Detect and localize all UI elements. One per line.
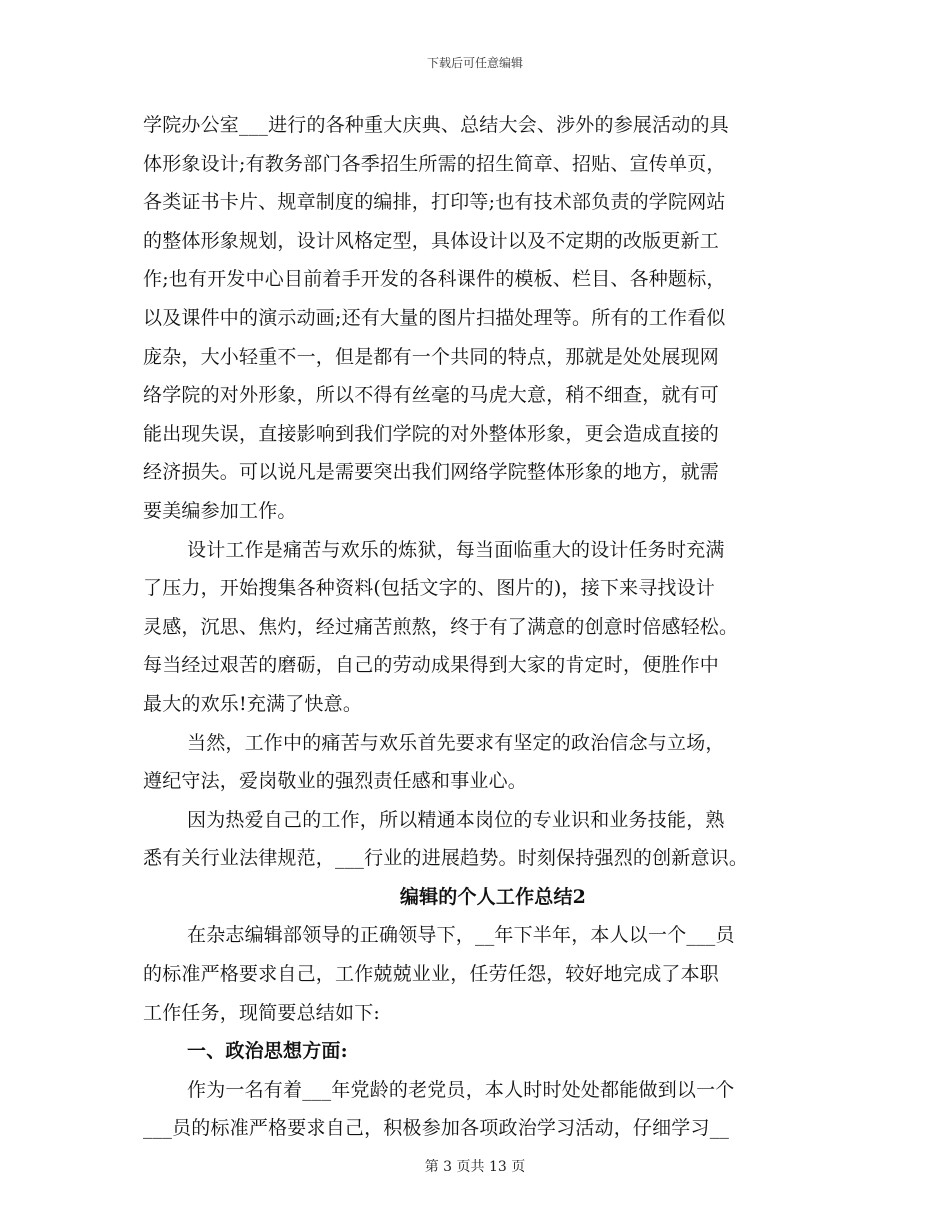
- text-line: 的标准严格要求自己，工作兢兢业业，任劳任怨，较好地完成了本职: [143, 963, 720, 986]
- text-line: 要美编参加工作。: [143, 499, 297, 522]
- text-line: 在杂志编辑部领导的正确领导下，__年下半年，本人以一个___员: [187, 924, 735, 947]
- text-line: 以及课件中的演示动画;还有大量的图片扫描处理等。所有的工作看似: [143, 306, 726, 329]
- page-header: 下载后可任意编辑: [426, 56, 523, 70]
- text-line: 悉有关行业法律规范，___行业的进展趋势。时刻保持强烈的创新意识。: [143, 847, 749, 870]
- text-line: 当然，工作中的痛苦与欢乐首先要求有坚定的政治信念与立场，: [187, 731, 725, 754]
- section-title: 编辑的个人工作总结2: [399, 885, 587, 908]
- text-line: 灵感，沉思、焦灼，经过痛苦煎熬，终于有了满意的创意时倍感轻松。: [143, 615, 739, 638]
- text-line: 络学院的对外形象，所以不得有丝毫的马虎大意，稍不细查，就有可: [143, 384, 720, 407]
- text-line: 作;也有开发中心目前着手开发的各科课件的模板、栏目、各种题标，: [143, 268, 726, 291]
- text-line: 各类证书卡片、规章制度的编排，打印等;也有技术部负责的学院网站: [143, 191, 726, 214]
- document-body: [143, 106, 843, 1148]
- text-line: 庞杂，大小轻重不一，但是都有一个共同的特点，那就是处处展现网: [143, 345, 720, 368]
- text-line: ___员的标准严格要求自己，积极参加各项政治学习活动，仔细学习__: [143, 1117, 730, 1140]
- text-line: 设计工作是痛苦与欢乐的炼狱，每当面临重大的设计任务时充满: [187, 538, 725, 561]
- subsection-heading: 一、政治思想方面:: [187, 1040, 348, 1063]
- text-line: 作为一名有着___年党龄的老党员，本人时时处处都能做到以一个: [187, 1078, 735, 1101]
- text-line: 遵纪守法，爱岗敬业的强烈责任感和事业心。: [143, 770, 528, 793]
- text-line: 学院办公室___进行的各种重大庆典、总结大会、涉外的参展活动的具: [143, 114, 729, 136]
- text-line: 的整体形象规划，设计风格定型，具体设计以及不定期的改版更新工: [143, 229, 720, 252]
- text-line: 能出现失误，直接影响到我们学院的对外整体形象，更会造成直接的: [143, 422, 720, 445]
- text-line: 工作任务，现简要总结如下:: [143, 1001, 381, 1024]
- text-line: 经济损失。可以说凡是需要突出我们网络学院整体形象的地方，就需: [143, 461, 720, 484]
- text-line: 最大的欢乐!充满了快意。: [143, 692, 363, 715]
- text-line: 了压力，开始搜集各种资料(包括文字的、图片的)，接下来寻找设计: [143, 577, 716, 600]
- page-footer: 第 3 页共 13 页: [424, 1159, 526, 1175]
- text-line: 每当经过艰苦的磨砺，自己的劳动成果得到大家的肯定时，便胜作中: [143, 654, 720, 677]
- text-line: 体形象设计;有教务部门各季招生所需的招生简章、招贴、宣传单页，: [143, 152, 726, 175]
- text-line: 因为热爱自己的工作，所以精通本岗位的专业识和业务技能，熟: [187, 808, 725, 831]
